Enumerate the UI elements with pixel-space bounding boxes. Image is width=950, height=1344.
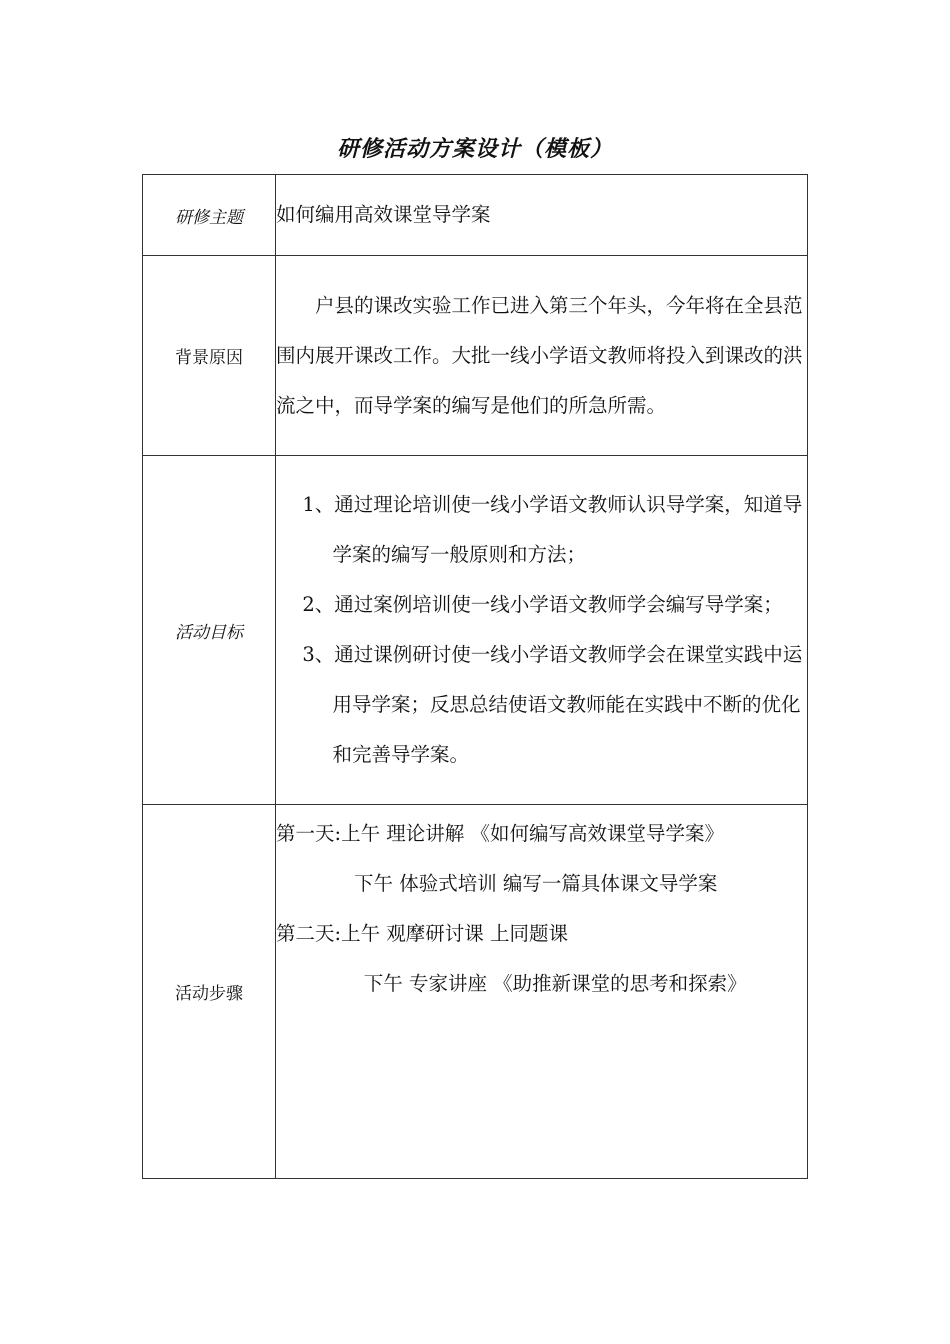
goals-value [276, 456, 808, 805]
plan-table [142, 174, 808, 1179]
goal-item: 3、通过课例研讨使一线小学语文教师学会在课堂实践中运用导学案；反思总结使语文教师能在实践中不断的优化和完善导学案。 [302, 643, 803, 766]
step-line: 下午 体验式培训 编写一篇具体课文导学案 [354, 872, 718, 895]
goal-item: 2、通过案例培训使一线小学语文教师学会编写导学案； [302, 593, 783, 616]
background-text: 户县的课改实验工作已进入第三个年头，今年将在全县范围内展开课改工作。大批一线小学语文教师将投入到课改的洪流之中，而导学案的编写是他们的所急所需。 [276, 293, 803, 417]
row-steps [143, 805, 808, 1179]
step-line: 下午 专家讲座 《助推新课堂的思考和探索》 [363, 972, 747, 995]
page-title: 研修活动方案设计（模板） [336, 136, 613, 162]
row-topic [143, 175, 808, 256]
step-line: 第一天:上午 理论讲解 《如何编写高效课堂导学案》 [276, 822, 724, 845]
row-background [143, 256, 808, 456]
steps-label: 活动步骤 [143, 805, 276, 1179]
topic-text: 如何编用高效课堂导学案 [276, 203, 491, 226]
topic-value [276, 175, 808, 256]
step-line: 第二天:上午 观摩研讨课 上同题课 [276, 922, 568, 945]
background-value [276, 256, 808, 456]
goal-item: 1、通过理论培训使一线小学语文教师认识导学案，知道导学案的编写一般原则和方法； [302, 493, 803, 566]
topic-label: 研修主题 [143, 175, 276, 256]
background-label: 背景原因 [143, 256, 276, 456]
steps-value [276, 805, 808, 1179]
goals-label: 活动目标 [143, 456, 276, 805]
row-goals [143, 456, 808, 805]
